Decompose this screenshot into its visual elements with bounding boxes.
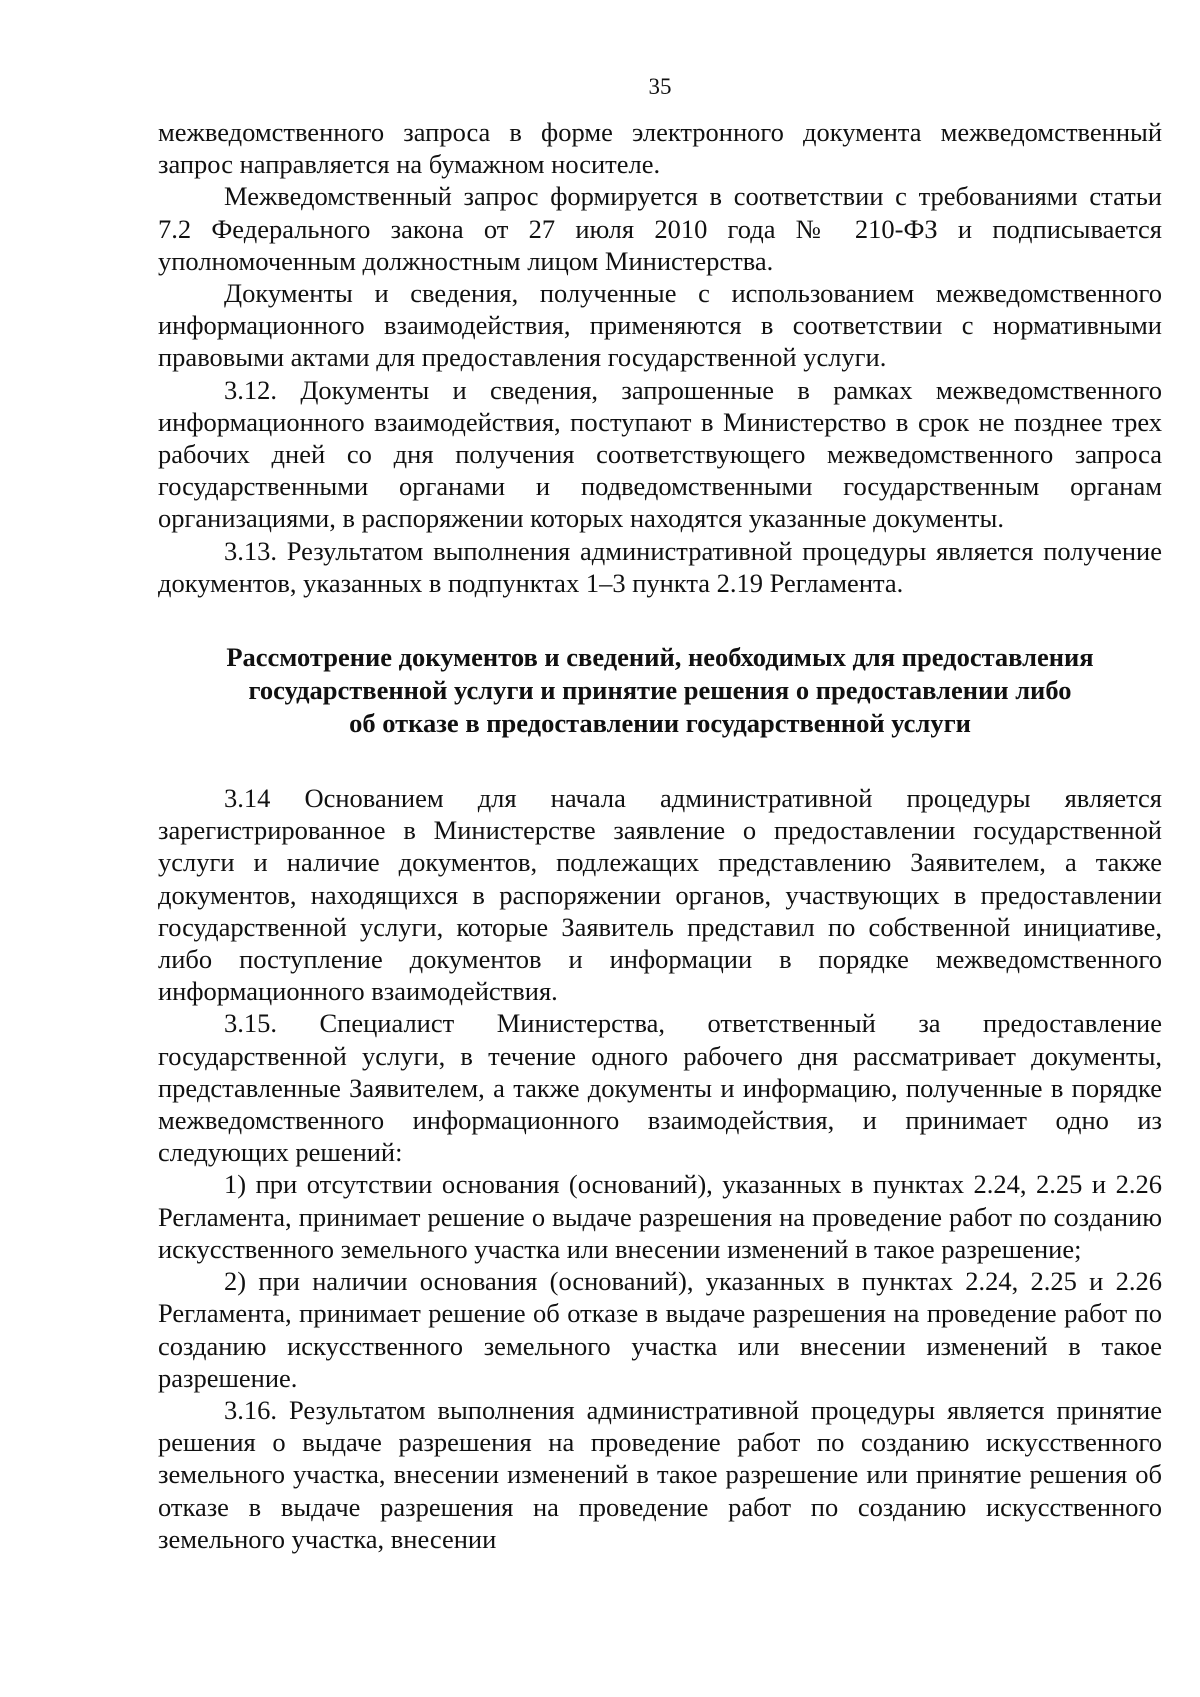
paragraph-3-14: 3.14 Основанием для начала административной процедуры является зарегистрированное в Министерстве заявление о предоставлении государственной услуги и наличие документов, подлежащих представлению Заявителем, а также документов, находящихся в распоряжении органов, участвующих в предоставлении государственной услуги, которые Заявитель представил по собственной инициативе, либо поступление документов и информации в порядке межведомственного информационного взаимодействия. <box>158 783 1162 1007</box>
document-body <box>158 116 1162 1555</box>
paragraph-interagency-request: Межведомственный запрос формируется в соответствии с требованиями статьи 7.2 Федерального закона от 27 июля 2010 года № 210-ФЗ и подписывается уполномоченным должностным лицом Министерства. <box>158 181 1162 276</box>
paragraph-3-12: 3.12. Документы и сведения, запрошенные в рамках межведомственного информационного взаимодействия, поступают в Министерство в срок не позднее трех рабочих дней со дня получения соответствующего межведомственного запроса государственными органами и подведомственными государственным органам организациями, в распоряжении которых находятся указанные документы. <box>158 374 1162 534</box>
list-item-2: 2) при наличии основания (оснований), указанных в пунктах 2.24, 2.25 и 2.26 Регламента, принимает решение об отказе в выдаче разрешения на проведение работ по созданию искусственного земельного участка или внесении изменений в такое разрешение. <box>158 1266 1162 1393</box>
paragraph-3-15: 3.15. Специалист Министерства, ответственный за предоставление государственной услуги, в течение одного рабочего дня рассматривает документы, представленные Заявителем, а также документы и информацию, полученные в порядке межведомственного информационного взаимодействия, и принимает одно из следующих решений: <box>158 1008 1162 1168</box>
paragraph-3-16: 3.16. Результатом выполнения административной процедуры является принятие решения о выдаче разрешения на проведение работ по созданию искусственного земельного участка, внесении изменений в такое разрешение или принятие решения об отказе в выдаче разрешения на проведение работ по созданию искусственного земельного участка, внесении <box>158 1394 1162 1554</box>
paragraph-3-13: 3.13. Результатом выполнения административной процедуры является получение документов, указанных в подпунктах 1–3 пункта 2.19 Регламента. <box>158 535 1162 598</box>
paragraph-continuation: межведомственного запроса в форме электронного документа межведомственный запрос направляется на бумажном носителе. <box>158 117 1162 180</box>
section-heading-line: государственной услуги и принятие решения о предоставлении либо <box>248 675 1072 706</box>
list-item-1: 1) при отсутствии основания (оснований), указанных в пунктах 2.24, 2.25 и 2.26 Регламента, принимает решение о выдаче разрешения на проведение работ по созданию искусственного земельного участка или внесении изменений в такое разрешение; <box>158 1169 1162 1264</box>
section-heading-line: Рассмотрение документов и сведений, необходимых для предоставления <box>226 642 1094 673</box>
page-number: 35 <box>648 74 672 99</box>
section-heading <box>158 641 1162 740</box>
paragraph-documents-usage: Документы и сведения, полученные с использованием межведомственного информационного взаимодействия, применяются в соответствии с нормативными правовыми актами для предоставления государственной услуги. <box>158 278 1162 373</box>
section-heading-line: об отказе в предоставлении государственной услуги <box>349 708 971 739</box>
